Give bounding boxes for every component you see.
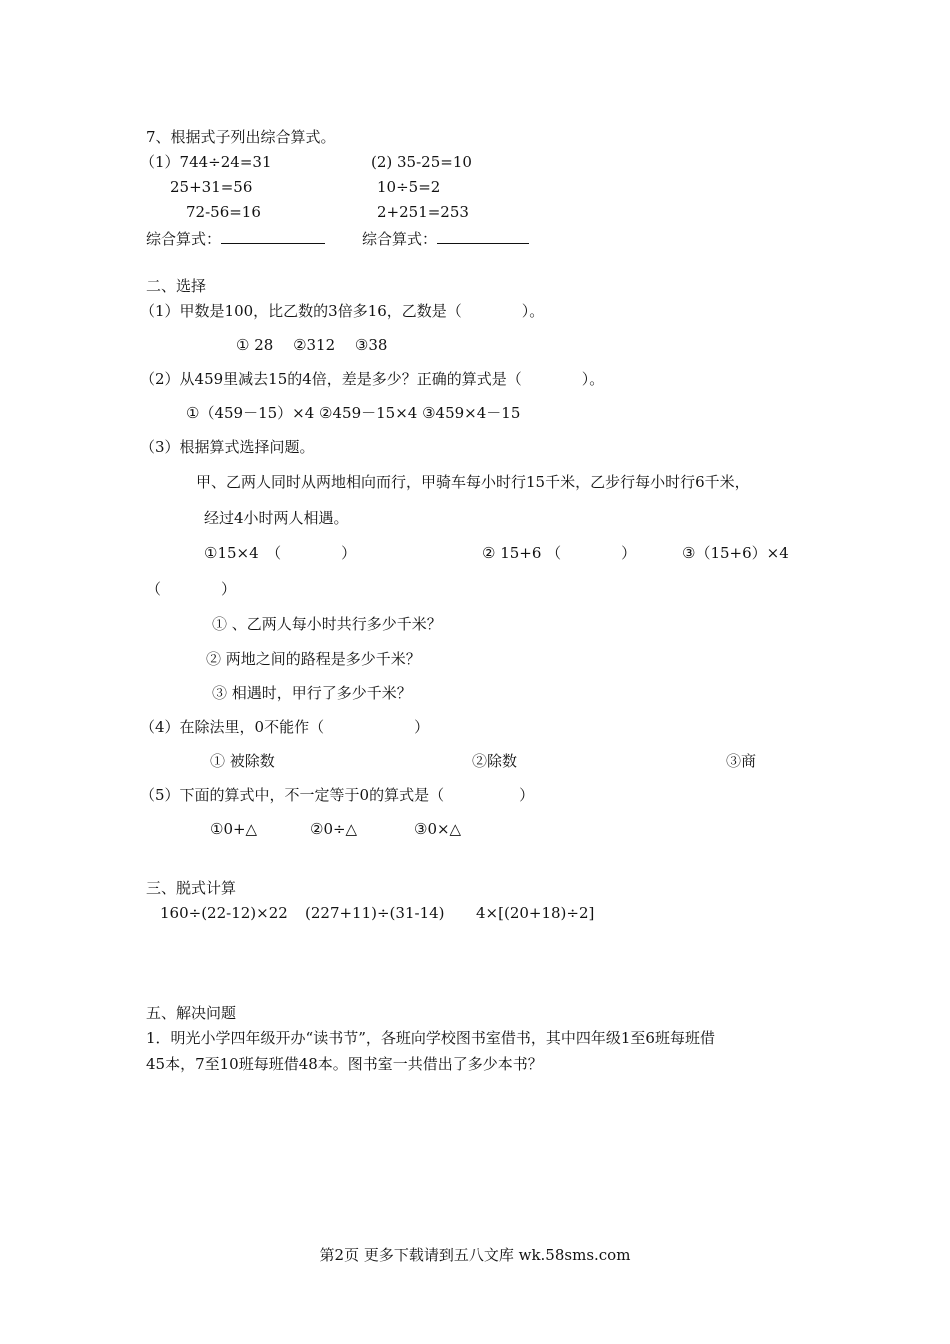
problem-1-line-1: 1．明光小学四年级开办“读书节”，各班向学校图书室借书，其中四年级1至6班每班借: [146, 1029, 715, 1047]
section-5-title: 五、解决问题: [146, 1004, 237, 1022]
combined-formula-2: [362, 228, 529, 249]
choice-q1: （1）甲数是100，比乙数的3倍多16，乙数是（ ）。: [140, 302, 545, 320]
choice-q4-option-3: ③商: [726, 752, 757, 770]
choice-q4: （4）在除法里，0不能作（ ）: [140, 718, 430, 736]
choice-q2-options: ①（459－15）×4 ②459－15×4 ③459×4－15: [186, 404, 521, 422]
q7-part1-line1: （1）744÷24=31: [140, 153, 272, 171]
combined-formula-1: [146, 228, 325, 249]
q7-part1-line3: 72-56=16: [186, 203, 261, 221]
choice-q3-story-2: 经过4小时两人相遇。: [204, 509, 349, 527]
choice-q5: （5）下面的算式中，不一定等于0的算式是（ ）: [140, 786, 535, 804]
answer-blank[interactable]: [437, 228, 529, 244]
calc-expression-3: 4×[(20+18)÷2]: [476, 904, 595, 922]
choice-q3-formula-3-answer: （ ）: [146, 580, 237, 598]
choice-q3: （3）根据算式选择问题。: [140, 438, 315, 456]
choice-q1-options: ① 28 ②312 ③38: [236, 336, 388, 354]
choice-q3-formula-1: ①15×4 （ ）: [204, 544, 357, 562]
q7-part2-line2: 10÷5=2: [377, 178, 441, 196]
choice-q3-question-2: ② 两地之间的路程是多少千米？: [206, 650, 421, 668]
choice-q3-formula-2: ② 15+6 （ ）: [482, 544, 637, 562]
section-2-title: 二、选择: [146, 277, 207, 295]
choice-q5-option-1: ①0+△: [210, 820, 258, 838]
q7-title: 7、根据式子列出综合算式。: [146, 128, 336, 146]
choice-q4-option-1: ① 被除数: [210, 752, 275, 770]
choice-q4-option-2: ②除数: [472, 752, 518, 770]
page-footer: 第2页 更多下载请到五八文库 wk.58sms.com: [319, 1246, 631, 1264]
problem-1-line-2: 45本，7至10班每班借48本。图书室一共借出了多少本书？: [146, 1055, 543, 1073]
q7-part2-line1: (2) 35-25=10: [371, 153, 472, 171]
choice-q5-option-2: ②0÷△: [310, 820, 358, 838]
choice-q2: （2）从459里减去15的4倍，差是多少？正确的算式是（ ）。: [140, 370, 605, 388]
calc-expression-2: (227+11)÷(31-14): [305, 904, 445, 922]
q7-part2-line3: 2+251=253: [377, 203, 469, 221]
q7-part1-line2: 25+31=56: [170, 178, 253, 196]
answer-blank[interactable]: [221, 228, 325, 244]
combined-formula-label: 综合算式：: [362, 230, 438, 248]
combined-formula-label: 综合算式：: [146, 230, 222, 248]
choice-q3-formula-3: ③（15+6）×4: [682, 544, 789, 562]
choice-q3-question-1: ① 、乙两人每小时共行多少千米？: [212, 615, 442, 633]
section-3-title: 三、脱式计算: [146, 879, 237, 897]
choice-q3-question-3: ③ 相遇时，甲行了多少千米？: [212, 684, 412, 702]
choice-q5-option-3: ③0×△: [414, 820, 462, 838]
choice-q3-story-1: 甲、乙两人同时从两地相向而行，甲骑车每小时行15千米，乙步行每小时行6千米，: [196, 473, 750, 491]
calc-expression-1: 160÷(22-12)×22: [160, 904, 288, 922]
